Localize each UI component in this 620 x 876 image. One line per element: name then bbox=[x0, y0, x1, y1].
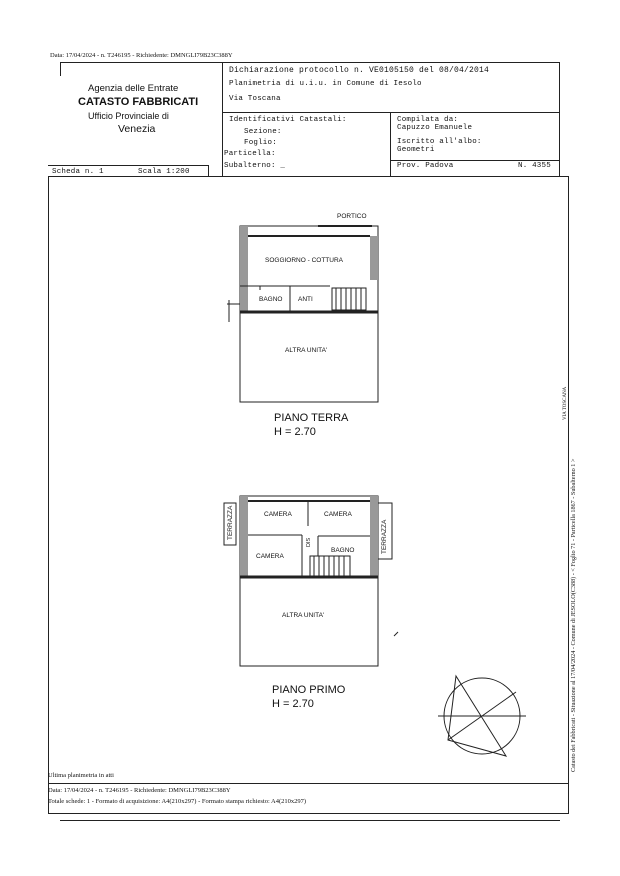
ultima-planimetria: Ultima planimetria in atti bbox=[48, 772, 114, 779]
dis-label: DIS bbox=[306, 537, 312, 547]
pencil-mark bbox=[394, 632, 398, 636]
ground-bagno-label: BAGNO bbox=[259, 296, 283, 303]
terrazza-left-label: TERRAZZA bbox=[227, 505, 234, 540]
piano-primo-title: PIANO PRIMO bbox=[272, 684, 346, 696]
piano-primo-height: H = 2.70 bbox=[272, 698, 314, 710]
ground-altra-label: ALTRA UNITA' bbox=[285, 347, 328, 354]
dichiarazione-text: Dichiarazione protocollo n. VE0105150 del 08/04/2014 bbox=[229, 66, 490, 75]
subalterno-label: Subalterno: _ bbox=[224, 162, 286, 170]
particella-label: Particella: bbox=[224, 150, 276, 158]
compiler-name: Capuzzo Emanuele bbox=[397, 124, 473, 132]
number-label: N. 4355 bbox=[518, 162, 551, 170]
top-note: Data: 17/04/2024 - n. T246195 - Richiedente: DMNGLI79B23C388Y bbox=[50, 52, 233, 59]
first-wall-right bbox=[370, 496, 378, 576]
office-city: Venezia bbox=[118, 123, 156, 135]
portico-label: PORTICO bbox=[337, 213, 367, 220]
ground-wall-right bbox=[370, 236, 378, 280]
iscritto-label: Iscritto all'albo: bbox=[397, 138, 482, 146]
side-catasto-text: Catasto dei Fabbricati - Situazione al 17/04/2024 - Comune di JESOLO(C388) - < Foglio 71 - Particella 1867 - Subalterno 1 > bbox=[570, 458, 577, 772]
prov-label: Prov. Padova bbox=[397, 162, 454, 170]
footer-data-line: Data: 17/04/2024 - n. T246195 - Richiedente: DMNGLI79B23C388Y bbox=[48, 787, 231, 794]
camera-2-label: CAMERA bbox=[324, 511, 352, 518]
first-wall-left bbox=[240, 496, 248, 576]
albo-value: Geometri bbox=[397, 146, 435, 154]
ident-title: Identificativi Catastali: bbox=[229, 116, 347, 124]
scheda-label: Scheda n. 1 bbox=[52, 168, 104, 176]
anti-label: ANTI bbox=[298, 296, 313, 303]
ground-wall-left bbox=[240, 226, 248, 312]
terrazza-right-label: TERRAZZA bbox=[381, 519, 388, 554]
foglio-label: Foglio: bbox=[244, 139, 277, 147]
catasto-title: CATASTO FABBRICATI bbox=[78, 96, 199, 108]
agency-name: Agenzia delle Entrate bbox=[88, 83, 179, 94]
camera-1-label: CAMERA bbox=[264, 511, 292, 518]
footer-bottom-line bbox=[60, 820, 560, 821]
footer-line-1 bbox=[48, 783, 569, 784]
first-bagno-label: BAGNO bbox=[331, 547, 355, 554]
scala-label: Scala 1:200 bbox=[138, 168, 190, 176]
ground-outline bbox=[240, 226, 378, 402]
soggiorno-label: SOGGIORNO - COTTURA bbox=[265, 257, 343, 264]
piano-terra-title: PIANO TERRA bbox=[274, 412, 349, 424]
side-small-text: VIA TOSCANA bbox=[563, 386, 568, 420]
piano-terra-height: H = 2.70 bbox=[274, 426, 316, 438]
sezione-label: Sezione: bbox=[244, 128, 282, 136]
camera-3-label: CAMERA bbox=[256, 553, 284, 560]
first-altra-label: ALTRA UNITA' bbox=[282, 612, 325, 619]
planimetria-text: Planimetria di u.i.u. in Comune di Iesolo bbox=[229, 80, 422, 88]
compilata-label: Compilata da: bbox=[397, 116, 459, 124]
office-name: Ufficio Provinciale di bbox=[88, 111, 169, 121]
first-outline bbox=[240, 496, 378, 666]
address-text: Via Toscana bbox=[229, 95, 281, 103]
footer-totale-line: Totale schede: 1 - Formato di acquisizione: A4(210x297) - Formato stampa richiesto: A4(210x297) bbox=[48, 798, 307, 805]
